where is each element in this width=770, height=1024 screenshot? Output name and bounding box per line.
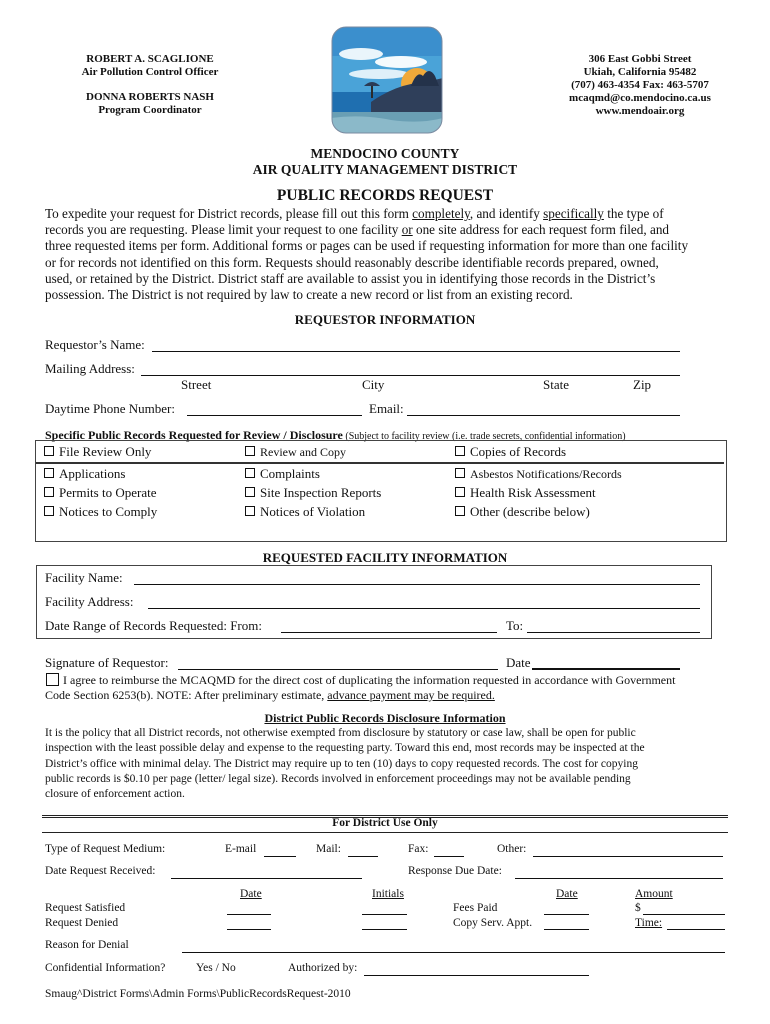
- fees-amount-field[interactable]: [643, 914, 725, 915]
- checkbox-notices-comply[interactable]: Notices to Comply: [44, 504, 157, 520]
- records-heading: Specific Public Records Requested for Review / Disclosure (Subject to facility review (i.e. trade secrets, confidential information): [45, 428, 626, 442]
- col-initials: Initials: [372, 888, 404, 900]
- checkbox-copies[interactable]: Copies of Records: [455, 444, 566, 460]
- medium-mail-field[interactable]: [348, 856, 378, 857]
- footer-path: Smaug^District Forms\Admin Forms\PublicRecordsRequest-2010: [45, 988, 351, 1000]
- coordinator-name: DONNA ROBERTS NASH: [86, 91, 214, 103]
- phone-fax: (707) 463-4354 Fax: 463-5707: [571, 79, 709, 91]
- records-divider: [36, 462, 724, 464]
- email-label: Email:: [369, 401, 404, 416]
- mailing-address-field[interactable]: [141, 375, 680, 376]
- copy-date-field[interactable]: [544, 929, 589, 930]
- disclosure-heading: District Public Records Disclosure Information: [264, 711, 506, 725]
- facility-address-label: Facility Address:: [45, 594, 134, 609]
- denied-initials-field[interactable]: [362, 929, 407, 930]
- requestor-name-field[interactable]: [152, 351, 680, 352]
- facility-address-field[interactable]: [148, 608, 700, 609]
- checkbox-asbestos[interactable]: Asbestos Notifications/Records: [455, 467, 622, 482]
- phone-field[interactable]: [187, 415, 362, 416]
- medium-email-field[interactable]: [264, 856, 296, 857]
- dollar-sign: $: [635, 902, 641, 914]
- phone-label: Daytime Phone Number:: [45, 401, 175, 416]
- officer-name: ROBERT A. SCAGLIONE: [86, 53, 214, 65]
- signature-date-field[interactable]: [532, 668, 680, 670]
- requestor-heading: REQUESTOR INFORMATION: [294, 312, 476, 327]
- time-field[interactable]: [667, 929, 725, 930]
- medium-email-label: E-mail: [225, 843, 257, 855]
- checkbox-file-review[interactable]: File Review Only: [44, 444, 151, 460]
- col-date: Date: [240, 888, 262, 900]
- satisfied-date-field[interactable]: [227, 914, 271, 915]
- disclosure-paragraph: It is the policy that all District records, not otherwise exempted from disclosure by statutory or case law, shall be open for public inspection with the least possible delay and expense to the requesting party. Toward this end, most records may be inspected at the District’s office with minimal delay. The District may require up to ten (10) days to copy requested records. The cost for copying public records is $0.10 per page (letter/ legal size). Records involved in enforcement proceedings may not be available pending closure of enforcement action.: [45, 727, 645, 801]
- medium-other-field[interactable]: [533, 856, 723, 857]
- confidential-yes-no[interactable]: Yes / No: [196, 962, 236, 974]
- facility-heading: REQUESTED FACILITY INFORMATION: [262, 550, 508, 565]
- checkbox-health-risk[interactable]: Health Risk Assessment: [455, 485, 596, 501]
- date-from-field[interactable]: [281, 632, 497, 633]
- signature-date-label: Date: [506, 655, 531, 670]
- zip-caption: Zip: [633, 377, 652, 392]
- agree-text-line1: I agree to reimburse the MCAQMD for the direct cost of duplicating the information requested in accordance with Government: [63, 673, 676, 687]
- facility-name-label: Facility Name:: [45, 570, 123, 585]
- checkbox-other[interactable]: Other (describe below): [455, 504, 590, 520]
- date-to-label: To:: [506, 618, 524, 633]
- received-label: Date Request Received:: [45, 865, 156, 877]
- checkbox-permits[interactable]: Permits to Operate: [44, 485, 156, 501]
- email-field[interactable]: [407, 415, 680, 416]
- signature-field[interactable]: [178, 669, 498, 670]
- col-amount: Amount: [635, 888, 673, 900]
- org-name: MENDOCINO COUNTY: [310, 146, 460, 161]
- date-to-field[interactable]: [527, 632, 700, 633]
- state-caption: State: [543, 377, 569, 392]
- due-field[interactable]: [515, 878, 723, 879]
- request-denied-label: Request Denied: [45, 917, 119, 929]
- district-use-heading: For District Use Only: [332, 817, 438, 829]
- request-satisfied-label: Request Satisfied: [45, 902, 126, 914]
- date-range-label: Date Range of Records Requested: From:: [45, 618, 262, 633]
- city-caption: City: [362, 377, 385, 392]
- fees-date-field[interactable]: [544, 914, 589, 915]
- district-website: www.mendoair.org: [595, 105, 685, 117]
- medium-fax-label: Fax:: [408, 843, 429, 855]
- form-title: PUBLIC RECORDS REQUEST: [276, 187, 494, 204]
- col-date2: Date: [556, 888, 578, 900]
- district-email: mcaqmd@co.mendocino.ca.us: [569, 92, 711, 104]
- street-caption: Street: [181, 377, 212, 392]
- checkbox-review-copy[interactable]: Review and Copy: [245, 445, 346, 460]
- agree-text-line2: Code Section 6253(b). NOTE: After preliminary estimate, advance payment may be required.: [45, 688, 495, 702]
- denied-date-field[interactable]: [227, 929, 271, 930]
- signature-label: Signature of Requestor:: [45, 655, 169, 670]
- authorized-field[interactable]: [364, 975, 589, 976]
- checkbox-site-inspection[interactable]: Site Inspection Reports: [245, 485, 381, 501]
- medium-fax-field[interactable]: [434, 856, 464, 857]
- checkbox-notices-violation[interactable]: Notices of Violation: [245, 504, 365, 520]
- intro-paragraph: To expedite your request for District records, please fill out this form completely, and identify specifically the type of records you are requesting. Please limit your request to one facility or one site address for each request form filed, and three requested items per form. Additional forms or pages can be used if requesting information for more than one facility or for records not identified on this form. Requests should reasonably describe identifiable records prepared, owned, used, or retained by the District. District staff are available to assist you in identifying those records in the District’s possession. The District is not required by law to create a new record or list from an existing record.: [45, 206, 689, 303]
- denial-reason-field[interactable]: [182, 952, 725, 953]
- due-label: Response Due Date:: [408, 865, 502, 877]
- org-district: AIR QUALITY MANAGEMENT DISTRICT: [252, 162, 518, 177]
- district-sub-rule: [42, 832, 728, 833]
- facility-name-field[interactable]: [134, 584, 700, 585]
- coordinator-title: Program Coordinator: [98, 104, 202, 116]
- time-label: Time:: [635, 917, 663, 929]
- medium-other-label: Other:: [497, 843, 527, 855]
- district-logo: [331, 26, 443, 134]
- fees-paid-label: Fees Paid: [453, 902, 498, 914]
- officer-title: Air Pollution Control Officer: [81, 66, 219, 78]
- satisfied-initials-field[interactable]: [362, 914, 407, 915]
- medium-label: Type of Request Medium:: [45, 843, 166, 855]
- mailing-address-label: Mailing Address:: [45, 361, 135, 376]
- received-field[interactable]: [171, 878, 362, 879]
- medium-mail-label: Mail:: [316, 843, 341, 855]
- address-line2: Ukiah, California 95482: [583, 66, 697, 78]
- checkbox-applications[interactable]: Applications: [44, 466, 125, 482]
- authorized-label: Authorized by:: [288, 962, 358, 974]
- denial-reason-label: Reason for Denial: [45, 939, 129, 951]
- copy-appt-label: Copy Serv. Appt.: [453, 917, 533, 929]
- address-line1: 306 East Gobbi Street: [588, 53, 692, 65]
- confidential-label: Confidential Information?: [45, 962, 166, 974]
- requestor-name-label: Requestor’s Name:: [45, 337, 145, 352]
- checkbox-complaints[interactable]: Complaints: [245, 466, 320, 482]
